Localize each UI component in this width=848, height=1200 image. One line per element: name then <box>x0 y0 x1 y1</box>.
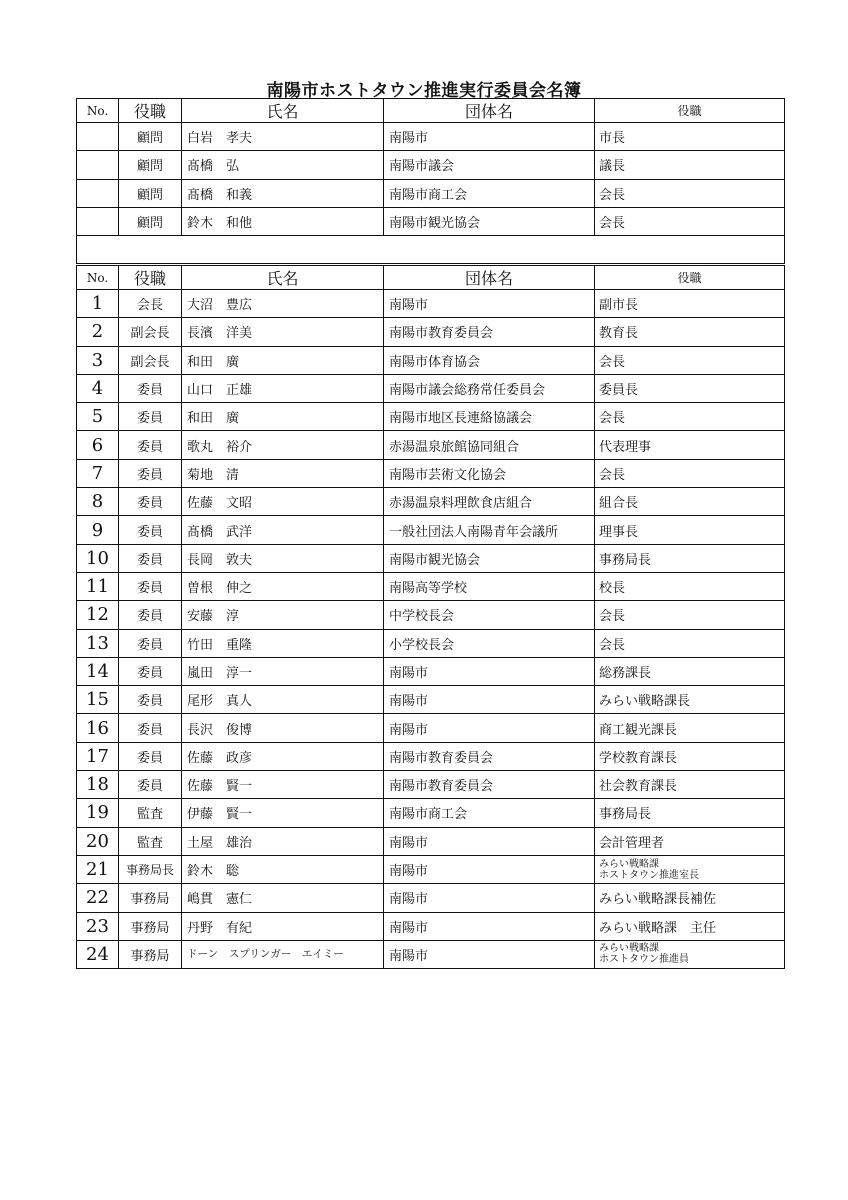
row-role: 委員 <box>119 601 182 629</box>
row-organization: 南陽市 <box>384 123 595 151</box>
row-position: 副市長 <box>595 290 785 318</box>
row-role: 顧問 <box>119 151 182 179</box>
row-position: みらい戦略課長 <box>595 686 785 714</box>
row-role: 委員 <box>119 544 182 572</box>
spacer-row <box>77 236 785 264</box>
row-name: ドーン スプリンガー エイミー <box>182 940 384 968</box>
row-organization: 南陽市観光協会 <box>384 207 595 235</box>
row-position: みらい戦略課長補佐 <box>595 884 785 912</box>
table-row <box>77 318 785 346</box>
row-name: 長沢 俊博 <box>182 714 384 742</box>
table-row <box>77 686 785 714</box>
table-row <box>77 799 785 827</box>
row-number <box>77 207 119 235</box>
table-row <box>77 346 785 374</box>
table-row <box>77 912 785 940</box>
row-organization: 南陽市観光協会 <box>384 544 595 572</box>
row-position: みらい戦略課 ホストタウン推進員 <box>595 940 785 968</box>
row-number: 18 <box>77 771 119 799</box>
row-organization: 小学校長会 <box>384 629 595 657</box>
header-position: 役職 <box>595 266 785 290</box>
row-organization: 南陽市 <box>384 290 595 318</box>
row-number: 17 <box>77 742 119 770</box>
row-role: 事務局 <box>119 912 182 940</box>
table-row <box>77 179 785 207</box>
advisors-rows <box>77 123 785 236</box>
row-role: 委員 <box>119 714 182 742</box>
row-number: 10 <box>77 544 119 572</box>
table-row <box>77 123 785 151</box>
row-role: 顧問 <box>119 207 182 235</box>
header-organization: 団体名 <box>384 99 595 123</box>
row-number: 1 <box>77 290 119 318</box>
row-number <box>77 151 119 179</box>
row-number: 24 <box>77 940 119 968</box>
members-rows <box>77 290 785 969</box>
row-position: 総務課長 <box>595 657 785 685</box>
row-name: 土屋 雄治 <box>182 827 384 855</box>
row-organization: 南陽市 <box>384 940 595 968</box>
row-name: 鈴木 和他 <box>182 207 384 235</box>
table-row <box>77 151 785 179</box>
header-role: 役職 <box>119 99 182 123</box>
table-row <box>77 940 785 968</box>
row-organization: 南陽市 <box>384 714 595 742</box>
row-position: 会計管理者 <box>595 827 785 855</box>
row-name: 伊藤 賢一 <box>182 799 384 827</box>
row-name: 歌丸 裕介 <box>182 431 384 459</box>
row-number: 13 <box>77 629 119 657</box>
row-number: 5 <box>77 403 119 431</box>
row-number <box>77 123 119 151</box>
row-organization: 南陽市議会 <box>384 151 595 179</box>
row-role: 委員 <box>119 403 182 431</box>
row-organization: 南陽市 <box>384 884 595 912</box>
row-number: 8 <box>77 488 119 516</box>
header-no: No. <box>77 99 119 123</box>
row-position: みらい戦略課 ホストタウン推進室長 <box>595 855 785 883</box>
row-position: 事務局長 <box>595 544 785 572</box>
row-name: 佐藤 賢一 <box>182 771 384 799</box>
row-name: 佐藤 政彦 <box>182 742 384 770</box>
row-position: 会長 <box>595 179 785 207</box>
table-row <box>77 629 785 657</box>
row-organization: 南陽市教育委員会 <box>384 771 595 799</box>
row-name: 丹野 有紀 <box>182 912 384 940</box>
row-role: 委員 <box>119 742 182 770</box>
row-position: 会長 <box>595 207 785 235</box>
row-position: 教育長 <box>595 318 785 346</box>
row-organization: 中学校長会 <box>384 601 595 629</box>
row-role: 委員 <box>119 459 182 487</box>
row-role: 委員 <box>119 657 182 685</box>
row-role: 顧問 <box>119 179 182 207</box>
row-name: 嵐田 淳一 <box>182 657 384 685</box>
spacer-cell <box>77 236 785 264</box>
row-number: 7 <box>77 459 119 487</box>
table-row <box>77 572 785 600</box>
members-table <box>76 265 785 969</box>
row-name: 菊地 清 <box>182 459 384 487</box>
row-role: 会長 <box>119 290 182 318</box>
row-position: 会長 <box>595 346 785 374</box>
table-row <box>77 771 785 799</box>
table-row <box>77 544 785 572</box>
row-number: 21 <box>77 855 119 883</box>
row-position: みらい戦略課 主任 <box>595 912 785 940</box>
row-role: 顧問 <box>119 123 182 151</box>
row-name: 曽根 伸之 <box>182 572 384 600</box>
row-organization: 南陽市 <box>384 686 595 714</box>
header-name: 氏名 <box>182 99 384 123</box>
row-name: 嶋貫 憲仁 <box>182 884 384 912</box>
row-organization: 南陽市商工会 <box>384 799 595 827</box>
row-number: 23 <box>77 912 119 940</box>
header-no: No. <box>77 266 119 290</box>
row-organization: 南陽高等学校 <box>384 572 595 600</box>
row-role: 委員 <box>119 629 182 657</box>
header-organization: 団体名 <box>384 266 595 290</box>
table-row <box>77 403 785 431</box>
table-row <box>77 374 785 402</box>
table-row <box>77 290 785 318</box>
row-name: 髙橋 和義 <box>182 179 384 207</box>
row-name: 鈴木 聡 <box>182 855 384 883</box>
row-role: 委員 <box>119 686 182 714</box>
row-organization: 南陽市芸術文化協会 <box>384 459 595 487</box>
row-organization: 南陽市 <box>384 657 595 685</box>
row-organization: 一般社団法人南陽青年会議所 <box>384 516 595 544</box>
row-name: 安藤 淳 <box>182 601 384 629</box>
row-name: 和田 廣 <box>182 403 384 431</box>
row-role: 事務局 <box>119 940 182 968</box>
row-position: 委員長 <box>595 374 785 402</box>
row-organization: 南陽市教育委員会 <box>384 742 595 770</box>
table-row <box>77 207 785 235</box>
row-organization: 南陽市 <box>384 855 595 883</box>
row-position: 議長 <box>595 151 785 179</box>
header-role: 役職 <box>119 266 182 290</box>
row-role: 委員 <box>119 488 182 516</box>
row-role: 監査 <box>119 799 182 827</box>
advisors-header-row <box>77 99 785 123</box>
table-row <box>77 855 785 883</box>
header-name: 氏名 <box>182 266 384 290</box>
table-row <box>77 714 785 742</box>
row-position: 学校教育課長 <box>595 742 785 770</box>
row-position: 組合長 <box>595 488 785 516</box>
row-position: 市長 <box>595 123 785 151</box>
row-organization: 南陽市商工会 <box>384 179 595 207</box>
row-organization: 南陽市 <box>384 827 595 855</box>
row-name: 佐藤 文昭 <box>182 488 384 516</box>
row-position: 社会教育課長 <box>595 771 785 799</box>
table-row <box>77 827 785 855</box>
row-name: 白岩 孝夫 <box>182 123 384 151</box>
row-number: 9 <box>77 516 119 544</box>
row-number <box>77 179 119 207</box>
row-name: 長岡 敦夫 <box>182 544 384 572</box>
row-role: 事務局 <box>119 884 182 912</box>
table-row <box>77 601 785 629</box>
row-number: 3 <box>77 346 119 374</box>
row-organization: 南陽市体育協会 <box>384 346 595 374</box>
row-name: 尾形 真人 <box>182 686 384 714</box>
row-name: 大沼 豊広 <box>182 290 384 318</box>
table-row <box>77 516 785 544</box>
members-header-row <box>77 266 785 290</box>
row-role: 委員 <box>119 431 182 459</box>
row-organization: 赤湯温泉料理飲食店組合 <box>384 488 595 516</box>
row-name: 竹田 重隆 <box>182 629 384 657</box>
table-row <box>77 742 785 770</box>
table-row <box>77 459 785 487</box>
table-row <box>77 431 785 459</box>
row-number: 15 <box>77 686 119 714</box>
header-position: 役職 <box>595 99 785 123</box>
row-role: 副会長 <box>119 318 182 346</box>
row-name: 髙橋 弘 <box>182 151 384 179</box>
row-position: 商工観光課長 <box>595 714 785 742</box>
row-organization: 南陽市議会総務常任委員会 <box>384 374 595 402</box>
row-name: 山口 正雄 <box>182 374 384 402</box>
row-role: 委員 <box>119 572 182 600</box>
table-row <box>77 488 785 516</box>
row-organization: 南陽市 <box>384 912 595 940</box>
row-number: 12 <box>77 601 119 629</box>
row-position: 会長 <box>595 601 785 629</box>
row-number: 11 <box>77 572 119 600</box>
row-position: 事務局長 <box>595 799 785 827</box>
advisors-table <box>76 98 785 264</box>
row-number: 14 <box>77 657 119 685</box>
row-number: 4 <box>77 374 119 402</box>
row-number: 19 <box>77 799 119 827</box>
row-organization: 南陽市地区長連絡協議会 <box>384 403 595 431</box>
row-role: 事務局長 <box>119 855 182 883</box>
row-number: 22 <box>77 884 119 912</box>
row-number: 16 <box>77 714 119 742</box>
row-role: 監査 <box>119 827 182 855</box>
document-title: 南陽市ホストタウン推進実行委員会名簿 <box>266 81 582 101</box>
row-organization: 赤湯温泉旅館協同組合 <box>384 431 595 459</box>
row-position: 代表理事 <box>595 431 785 459</box>
row-role: 委員 <box>119 374 182 402</box>
row-number: 2 <box>77 318 119 346</box>
row-position: 会長 <box>595 629 785 657</box>
table-row <box>77 884 785 912</box>
row-name: 髙橋 武洋 <box>182 516 384 544</box>
table-row <box>77 657 785 685</box>
row-name: 長濱 洋美 <box>182 318 384 346</box>
row-name: 和田 廣 <box>182 346 384 374</box>
row-number: 6 <box>77 431 119 459</box>
row-role: 委員 <box>119 516 182 544</box>
row-number: 20 <box>77 827 119 855</box>
row-position: 会長 <box>595 403 785 431</box>
row-organization: 南陽市教育委員会 <box>384 318 595 346</box>
row-role: 委員 <box>119 771 182 799</box>
row-position: 校長 <box>595 572 785 600</box>
row-position: 理事長 <box>595 516 785 544</box>
row-position: 会長 <box>595 459 785 487</box>
row-role: 副会長 <box>119 346 182 374</box>
